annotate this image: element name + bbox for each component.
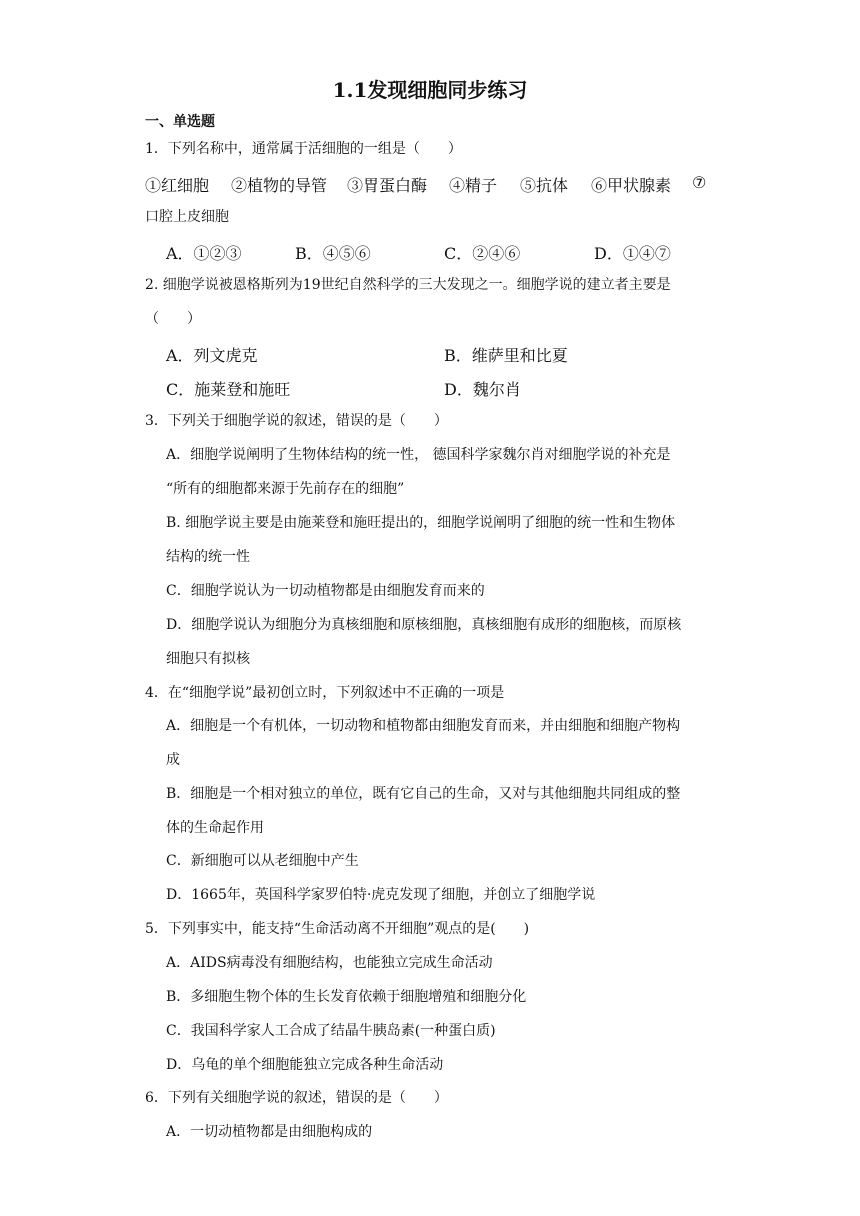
q1-option-a[interactable]: A．①②③ — [166, 244, 242, 263]
page-title: 1.1发现细胞同步练习 — [332, 78, 528, 102]
q3-option-b[interactable]: B. 细胞学说主要是由施莱登和施旺提出的，细胞学说阐明了细胞的统一性和生物体 — [166, 515, 676, 531]
q5-option-c[interactable]: C．我国科学家人工合成了结晶牛胰岛素(一种蛋白质) — [166, 1023, 496, 1039]
q4-option-a-cont: 成 — [166, 752, 180, 768]
q1-item: ⑦ — [692, 173, 707, 192]
q2-option-c[interactable]: C．施莱登和施旺 — [166, 380, 291, 399]
q2-options-row-1 — [0, 343, 860, 363]
q2-option-d[interactable]: D．魏尔肖 — [444, 380, 521, 399]
q4-option-c[interactable]: C．新细胞可以从老细胞中产生 — [166, 853, 359, 869]
q5-stem: 5．下列事实中，能支持“生命活动离不开细胞”观点的是( ) — [145, 921, 530, 937]
q1-option-b[interactable]: B．④⑤⑥ — [295, 244, 371, 263]
q1-options-row — [0, 241, 860, 261]
q5-option-b[interactable]: B．多细胞生物个体的生长发育依赖于细胞增殖和细胞分化 — [166, 989, 527, 1005]
q4-stem: 4．在“细胞学说”最初创立时，下列叙述中不正确的一项是 — [145, 685, 505, 701]
q2-option-b[interactable]: B．维萨里和比夏 — [444, 346, 568, 365]
q3-option-a[interactable]: A．细胞学说阐明了生物体结构的统一性， 德国科学家魏尔肖对细胞学说的补充是 — [166, 447, 671, 463]
q6-option-a[interactable]: A．一切动植物都是由细胞构成的 — [166, 1124, 373, 1140]
q5-option-d[interactable]: D．乌龟的单个细胞能独立完成各种生命活动 — [166, 1057, 444, 1073]
q1-item: ①红细胞 — [145, 176, 210, 195]
q3-option-b-cont: 结构的统一性 — [166, 549, 250, 565]
q1-stem: 1．下列名称中，通常属于活细胞的一组是（ ） — [145, 141, 462, 157]
q1-items-cont: 口腔上皮细胞 — [145, 209, 229, 225]
q1-item: ③胃蛋白酶 — [347, 176, 428, 195]
q4-option-a[interactable]: A．细胞是一个有机体，一切动物和植物都由细胞发育而来，并由细胞和细胞产物构 — [166, 718, 681, 734]
q4-option-b-cont: 体的生命起作用 — [166, 820, 264, 836]
q4-option-b[interactable]: B．细胞是一个相对独立的单位，既有它自己的生命，又对与其他细胞共同组成的整 — [166, 786, 681, 802]
q3-option-d-cont: 细胞只有拟核 — [166, 651, 250, 667]
q2-stem-cont: （ ） — [145, 311, 201, 327]
q3-option-a-cont: “所有的细胞都来源于先前存在的细胞” — [166, 481, 405, 497]
q2-option-a[interactable]: A．列文虎克 — [166, 346, 258, 365]
q2-options-row-2 — [0, 377, 860, 397]
q1-item: ②植物的导管 — [231, 176, 328, 195]
q1-option-d[interactable]: D．①④⑦ — [594, 244, 671, 263]
q1-option-c[interactable]: C．②④⑥ — [444, 244, 521, 263]
q3-option-d[interactable]: D．细胞学说认为细胞分为真核细胞和原核细胞，真核细胞有成形的细胞核，而原核 — [166, 617, 682, 633]
q3-stem: 3．下列关于细胞学说的叙述，错误的是（ ） — [145, 413, 448, 429]
q6-stem: 6．下列有关细胞学说的叙述，错误的是（ ） — [145, 1090, 448, 1106]
q5-option-a[interactable]: A．AIDS病毒没有细胞结构，也能独立完成生命活动 — [166, 955, 493, 971]
section-heading: 一、单选题 — [145, 114, 215, 130]
q3-option-c[interactable]: C．细胞学说认为一切动植物都是由细胞发育而来的 — [166, 583, 485, 599]
q2-stem: 2. 细胞学说被恩格斯列为19世纪自然科学的三大发现之一。细胞学说的建立者主要是 — [145, 277, 671, 293]
q1-items-row — [0, 173, 860, 193]
q1-item: ④精子 — [449, 176, 498, 195]
q4-option-d[interactable]: D．1665年，英国科学家罗伯特·虎克发现了细胞，并创立了细胞学说 — [166, 887, 596, 903]
q1-item: ⑥甲状腺素 — [591, 176, 672, 195]
q1-item: ⑤抗体 — [520, 176, 569, 195]
